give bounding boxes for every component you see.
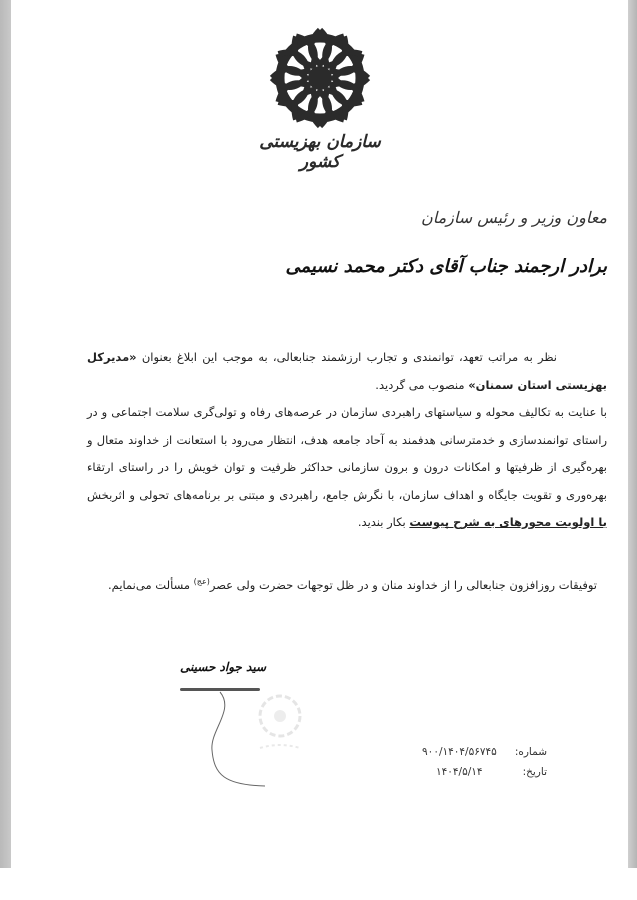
priorities-reference: با اولویت محورهای به شرح پیوست: [409, 515, 607, 529]
letter-date-row: تاریخ: ۱۴۰۴/۵/۱۴: [422, 762, 547, 782]
faded-emblem-stamp-icon: [250, 690, 310, 760]
letter-number: ۹۰۰/۱۴۰۴/۵۶۷۴۵: [422, 746, 497, 758]
organization-name: سازمان بهزیستی کشور: [259, 132, 381, 172]
scan-edge-left: [0, 0, 11, 868]
letter-date: ۱۴۰۴/۵/۱۴: [436, 766, 483, 778]
scan-edge-right: [628, 0, 637, 868]
letter-number-row: شماره: ۹۰۰/۱۴۰۴/۵۶۷۴۵: [422, 742, 547, 762]
letter-metadata: [422, 742, 547, 782]
flower-emblem-icon: [262, 24, 378, 132]
salutation: برادر ارجمند جناب آقای دکتر محمد نسیمی: [285, 256, 607, 277]
letter-body: [87, 344, 607, 537]
appointment-paragraph: نظر به مراتب تعهد، توانمندی و تجارب ارزشمند جنابعالی، به موجب این ابلاغ بعنوان «مدیرکل بهزیستی استان سمنان» منصوب می گردید.: [87, 350, 607, 392]
expectations-paragraph: با عنایت به تکالیف محوله و سیاستهای راهبردی سازمان در عرصه‌های رفاه و تولی‌گری سلامت اجتماعی و در راستای توانمندسازی و خدمترسانی هدفمند به آحاد جامعه هدف، انتظار می‌رود با استعانت از خداوند متعال و بهره‌گیری از ظرفیتها و امکانات درون و برون سازمانی حداکثر ظرفیت و توان خویش را در راستای ارتقاء بهره‌وری و تقویت جایگاه و اهداف سازمان، با نگرش جامع، راهبردی و مبتنی بر برنامه‌های تحولی و اثربخش با اولویت محورهای به شرح پیوست بکار بندید.: [87, 405, 607, 529]
closing-paragraph: توفیقات روزافزون جنابعالی را از خداوند منان و در ظل توجهات حضرت ولی عصر$^{(عج)}$ مسألت می‌نمایم.: [108, 577, 597, 592]
appointment-title: «مدیرکل بهزیستی استان سمنان»: [87, 350, 607, 392]
sender-title: معاون وزیر و رئیس سازمان: [420, 208, 607, 227]
signer-name: سید جواد حسینی: [180, 660, 266, 674]
